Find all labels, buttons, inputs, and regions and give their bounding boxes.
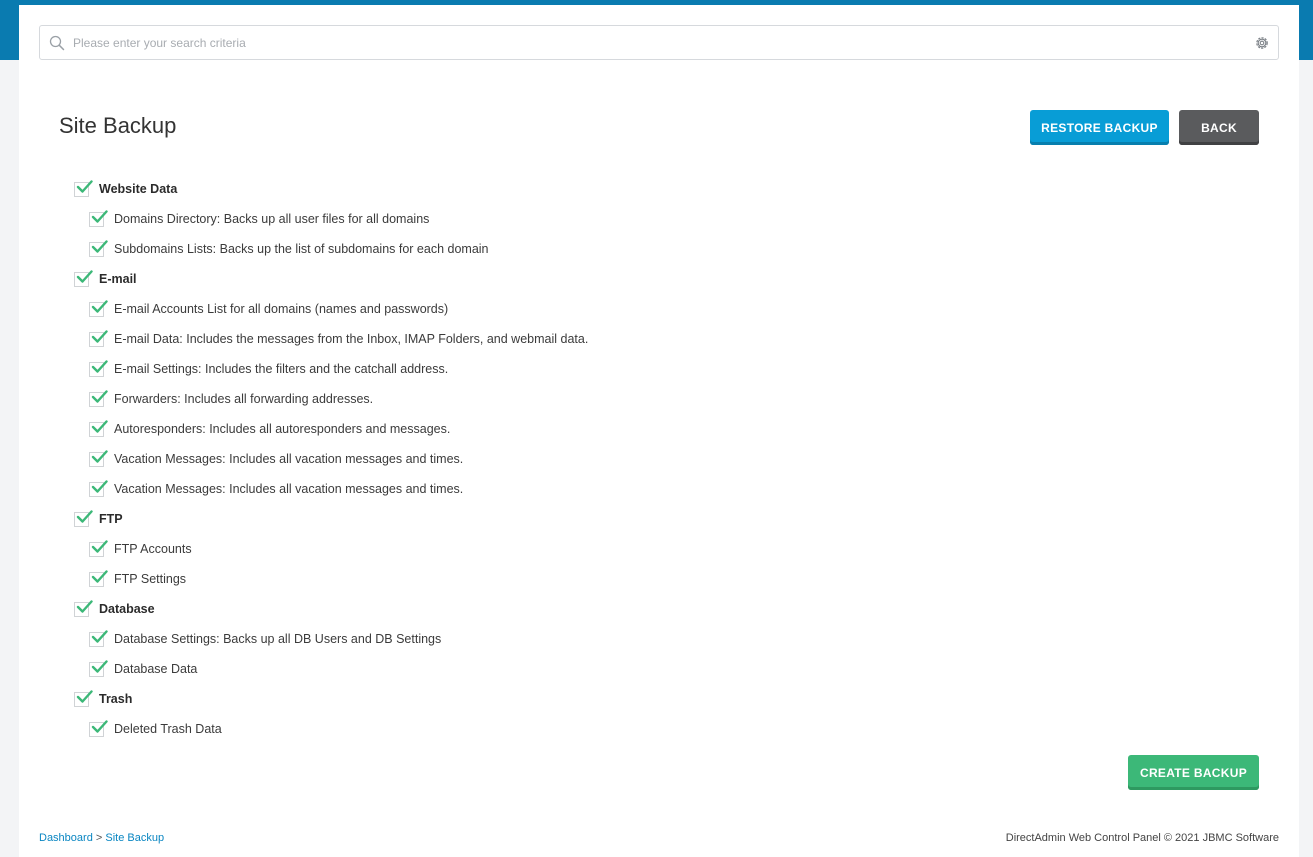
- backup-option-label: E-mail Data: Includes the messages from the Inbox, IMAP Folders, and webmail data.: [114, 332, 589, 346]
- backup-option-checkbox[interactable]: [89, 542, 104, 557]
- backup-option-label: E-mail Settings: Includes the filters and the catchall address.: [114, 362, 449, 376]
- backup-option-label: Database Data: [114, 662, 198, 676]
- breadcrumb: [39, 832, 164, 844]
- backup-group-trash: [74, 684, 588, 714]
- backup-option-item: [74, 204, 588, 234]
- back-button[interactable]: BACK: [1179, 110, 1259, 145]
- backup-option-label: Vacation Messages: Includes all vacation messages and times.: [114, 452, 464, 466]
- backup-option-item: [74, 534, 588, 564]
- backup-option-checkbox[interactable]: [89, 662, 104, 677]
- backup-option-checkbox[interactable]: [89, 632, 104, 647]
- backup-option-label: Database Settings: Backs up all DB Users and DB Settings: [114, 632, 442, 646]
- backup-group-label: Website Data: [99, 182, 178, 196]
- backup-option-checkbox[interactable]: [89, 302, 104, 317]
- gear-icon[interactable]: [1254, 35, 1270, 51]
- backup-option-label: Forwarders: Includes all forwarding addresses.: [114, 392, 374, 406]
- backup-group-checkbox[interactable]: [74, 512, 89, 527]
- backup-option-item: [74, 384, 588, 414]
- create-backup-button[interactable]: CREATE BACKUP: [1128, 755, 1259, 790]
- backup-option-label: Subdomains Lists: Backs up the list of subdomains for each domain: [114, 242, 489, 256]
- backup-option-label: FTP Settings: [114, 572, 187, 586]
- breadcrumb-dashboard-link[interactable]: Dashboard: [39, 832, 93, 844]
- page-title: Site Backup: [59, 113, 177, 138]
- backup-option-item: [74, 444, 588, 474]
- restore-backup-button[interactable]: RESTORE BACKUP: [1030, 110, 1169, 145]
- backup-option-checkbox[interactable]: [89, 332, 104, 347]
- backup-option-item: [74, 294, 588, 324]
- search-bar: [39, 25, 1279, 60]
- backup-option-label: FTP Accounts: [114, 542, 192, 556]
- search-icon: [49, 35, 65, 51]
- backup-option-label: Vacation Messages: Includes all vacation messages and times.: [114, 482, 464, 496]
- backup-option-item: [74, 624, 588, 654]
- backup-option-checkbox[interactable]: [89, 572, 104, 587]
- backup-option-checkbox[interactable]: [89, 362, 104, 377]
- search-input[interactable]: [71, 27, 1241, 58]
- backup-option-item: [74, 474, 588, 504]
- backup-option-checkbox[interactable]: [89, 392, 104, 407]
- backup-option-checkbox[interactable]: [89, 242, 104, 257]
- backup-group-checkbox[interactable]: [74, 602, 89, 617]
- backup-group-website-data: [74, 174, 588, 204]
- backup-option-item: [74, 324, 588, 354]
- backup-group-checkbox[interactable]: [74, 272, 89, 287]
- main-panel: [19, 5, 1299, 857]
- backup-group-ftp: [74, 504, 588, 534]
- backup-option-label: Deleted Trash Data: [114, 722, 222, 736]
- backup-group-label: FTP: [99, 512, 123, 526]
- backup-option-checkbox[interactable]: [89, 452, 104, 467]
- backup-option-item: [74, 234, 588, 264]
- backup-option-checkbox[interactable]: [89, 212, 104, 227]
- breadcrumb-site-backup-link[interactable]: Site Backup: [105, 832, 165, 844]
- backup-options-list: [74, 174, 588, 744]
- breadcrumb-separator: >: [95, 832, 103, 844]
- backup-option-label: Autoresponders: Includes all autoresponders and messages.: [114, 422, 451, 436]
- backup-group-label: E-mail: [99, 272, 137, 286]
- backup-group-checkbox[interactable]: [74, 692, 89, 707]
- backup-group-label: Database: [99, 602, 155, 616]
- backup-group-label: Trash: [99, 692, 133, 706]
- backup-option-checkbox[interactable]: [89, 482, 104, 497]
- backup-option-item: [74, 414, 588, 444]
- backup-option-checkbox[interactable]: [89, 722, 104, 737]
- backup-option-label: Domains Directory: Backs up all user files for all domains: [114, 212, 430, 226]
- backup-group-checkbox[interactable]: [74, 182, 89, 197]
- backup-option-item: [74, 654, 588, 684]
- backup-group-database: [74, 594, 588, 624]
- backup-option-item: [74, 354, 588, 384]
- backup-option-label: E-mail Accounts List for all domains (names and passwords): [114, 302, 449, 316]
- backup-group-e-mail: [74, 264, 588, 294]
- backup-option-item: [74, 564, 588, 594]
- footer-copyright: DirectAdmin Web Control Panel © 2021 JBMC Software: [1005, 832, 1279, 844]
- backup-option-item: [74, 714, 588, 744]
- backup-option-checkbox[interactable]: [89, 422, 104, 437]
